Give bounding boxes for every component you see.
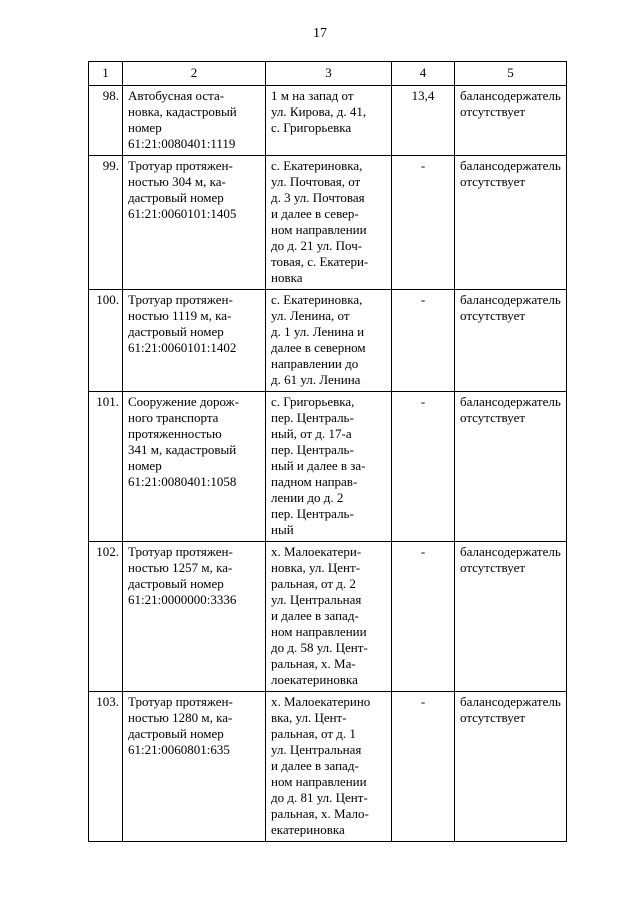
object-location-cell xyxy=(266,542,392,692)
cell-text-line: дастровый номер xyxy=(128,190,224,205)
row-number-cell: 101. xyxy=(89,392,123,542)
object-description-cell xyxy=(123,692,266,842)
cell-text-line: х. Малоекатерино xyxy=(271,694,371,709)
table-header-row xyxy=(89,62,567,86)
cell-text-line: до д. 81 ул. Цент- xyxy=(271,790,368,805)
cell-text-line: ностью 1280 м, ка- xyxy=(128,710,233,725)
cell-text-line: ностью 304 м, ка- xyxy=(128,174,226,189)
cell-text-line: 61:21:0060101:1405 xyxy=(128,206,237,221)
cell-text-line: ральная, х. Ма- xyxy=(271,656,356,671)
cell-text-line: 61:21:0080401:1119 xyxy=(128,136,236,151)
row-number-cell: 102. xyxy=(89,542,123,692)
object-location-cell xyxy=(266,86,392,156)
cell-text-line: с. Григорьевка, xyxy=(271,394,355,409)
row-number-cell: 100. xyxy=(89,290,123,392)
cell-text-line: ул. Центральная xyxy=(271,592,362,607)
cell-text-line: дастровый номер xyxy=(128,726,224,741)
balance-holder-cell xyxy=(455,542,567,692)
cell-text-line: и далее в запад- xyxy=(271,758,359,773)
cell-text-line: Тротуар протяжен- xyxy=(128,694,233,709)
cell-text-line: новка, кадастровый xyxy=(128,104,237,119)
cell-text-line: 61:21:0080401:1058 xyxy=(128,474,237,489)
cell-text-line: екатериновка xyxy=(271,822,345,837)
cell-text-line: вка, ул. Цент- xyxy=(271,710,347,725)
cell-text-line: Автобусная оста- xyxy=(128,88,225,103)
cell-text-line: новка xyxy=(271,270,303,285)
cell-text-line: отсутствует xyxy=(460,560,526,575)
object-value-cell: - xyxy=(392,392,455,542)
cell-text-line: 61:21:0060101:1402 xyxy=(128,340,237,355)
object-value-cell: - xyxy=(392,542,455,692)
column-header: 4 xyxy=(392,62,455,86)
object-description-cell xyxy=(123,156,266,290)
cell-text-line: с. Екатериновка, xyxy=(271,158,363,173)
row-number-cell: 98. xyxy=(89,86,123,156)
column-header: 5 xyxy=(455,62,567,86)
cell-text-line: балансодержатель xyxy=(460,88,561,103)
cell-text-line: отсутствует xyxy=(460,174,526,189)
cell-text-line: балансодержатель xyxy=(460,394,561,409)
table-row xyxy=(89,156,567,290)
column-header: 2 xyxy=(123,62,266,86)
cell-text-line: балансодержатель xyxy=(460,158,561,173)
cell-text-line: балансодержатель xyxy=(460,292,561,307)
cell-text-line: 61:21:0060801:635 xyxy=(128,742,230,757)
cell-text-line: ральная, от д. 1 xyxy=(271,726,356,741)
cell-text-line: дастровый номер xyxy=(128,576,224,591)
page-number: 17 xyxy=(313,26,327,41)
cell-text-line: отсутствует xyxy=(460,308,526,323)
cell-text-line: отсутствует xyxy=(460,710,526,725)
cell-text-line: пер. Централь- xyxy=(271,410,354,425)
cell-text-line: ный и далее в за- xyxy=(271,458,366,473)
cell-text-line: 61:21:0000000:3336 xyxy=(128,592,237,607)
property-registry-table xyxy=(88,61,567,842)
balance-holder-cell xyxy=(455,392,567,542)
cell-text-line: номер xyxy=(128,120,162,135)
cell-text-line: пер. Централь- xyxy=(271,506,354,521)
cell-text-line: ном направлении xyxy=(271,774,367,789)
cell-text-line: ральная, х. Мало- xyxy=(271,806,369,821)
object-location-cell xyxy=(266,156,392,290)
cell-text-line: товая, с. Екатери- xyxy=(271,254,369,269)
cell-text-line: до д. 21 ул. Поч- xyxy=(271,238,363,253)
row-number-cell: 99. xyxy=(89,156,123,290)
cell-text-line: Тротуар протяжен- xyxy=(128,544,233,559)
object-value-cell: - xyxy=(392,156,455,290)
cell-text-line: лоекатериновка xyxy=(271,672,358,687)
cell-text-line: до д. 58 ул. Цент- xyxy=(271,640,368,655)
cell-text-line: ном направлении xyxy=(271,624,367,639)
column-header: 1 xyxy=(89,62,123,86)
cell-text-line: Тротуар протяжен- xyxy=(128,158,233,173)
cell-text-line: с. Екатериновка, xyxy=(271,292,363,307)
cell-text-line: номер xyxy=(128,458,162,473)
cell-text-line: ного транспорта xyxy=(128,410,219,425)
cell-text-line: протяженностью xyxy=(128,426,222,441)
cell-text-line: д. 1 ул. Ленина и xyxy=(271,324,365,339)
object-description-cell xyxy=(123,86,266,156)
cell-text-line: ул. Кирова, д. 41, xyxy=(271,104,367,119)
cell-text-line: д. 3 ул. Почтовая xyxy=(271,190,365,205)
table-row xyxy=(89,692,567,842)
column-header: 3 xyxy=(266,62,392,86)
cell-text-line: д. 61 ул. Ленина xyxy=(271,372,361,387)
object-location-cell xyxy=(266,692,392,842)
table-row xyxy=(89,542,567,692)
object-location-cell xyxy=(266,392,392,542)
cell-text-line: балансодержатель xyxy=(460,544,561,559)
balance-holder-cell xyxy=(455,290,567,392)
cell-text-line: лении до д. 2 xyxy=(271,490,344,505)
table-row xyxy=(89,290,567,392)
cell-text-line: отсутствует xyxy=(460,104,526,119)
cell-text-line: отсутствует xyxy=(460,410,526,425)
cell-text-line: ул. Ленина, от xyxy=(271,308,350,323)
cell-text-line: с. Григорьевка xyxy=(271,120,352,135)
cell-text-line: ный xyxy=(271,522,294,537)
object-description-cell xyxy=(123,542,266,692)
cell-text-line: ный, от д. 17-а xyxy=(271,426,352,441)
cell-text-line: ул. Центральная xyxy=(271,742,362,757)
object-description-cell xyxy=(123,392,266,542)
cell-text-line: пер. Централь- xyxy=(271,442,354,457)
cell-text-line: ул. Почтовая, от xyxy=(271,174,361,189)
row-number-cell: 103. xyxy=(89,692,123,842)
table-row xyxy=(89,86,567,156)
cell-text-line: ном направлении xyxy=(271,222,367,237)
cell-text-line: и далее в запад- xyxy=(271,608,359,623)
cell-text-line: дастровый номер xyxy=(128,324,224,339)
object-description-cell xyxy=(123,290,266,392)
table-row xyxy=(89,392,567,542)
object-value-cell: 13,4 xyxy=(392,86,455,156)
cell-text-line: Сооружение дорож- xyxy=(128,394,239,409)
object-value-cell: - xyxy=(392,290,455,392)
cell-text-line: направлении до xyxy=(271,356,359,371)
cell-text-line: падном направ- xyxy=(271,474,358,489)
cell-text-line: ностью 1257 м, ка- xyxy=(128,560,233,575)
balance-holder-cell xyxy=(455,156,567,290)
cell-text-line: х. Малоекатери- xyxy=(271,544,362,559)
balance-holder-cell xyxy=(455,692,567,842)
cell-text-line: 341 м, кадастровый xyxy=(128,442,237,457)
cell-text-line: и далее в север- xyxy=(271,206,359,221)
object-location-cell xyxy=(266,290,392,392)
cell-text-line: ностью 1119 м, ка- xyxy=(128,308,232,323)
cell-text-line: ральная, от д. 2 xyxy=(271,576,356,591)
cell-text-line: Тротуар протяжен- xyxy=(128,292,233,307)
cell-text-line: далее в северном xyxy=(271,340,366,355)
object-value-cell: - xyxy=(392,692,455,842)
cell-text-line: 1 м на запад от xyxy=(271,88,354,103)
cell-text-line: балансодержатель xyxy=(460,694,561,709)
cell-text-line: новка, ул. Цент- xyxy=(271,560,361,575)
balance-holder-cell xyxy=(455,86,567,156)
